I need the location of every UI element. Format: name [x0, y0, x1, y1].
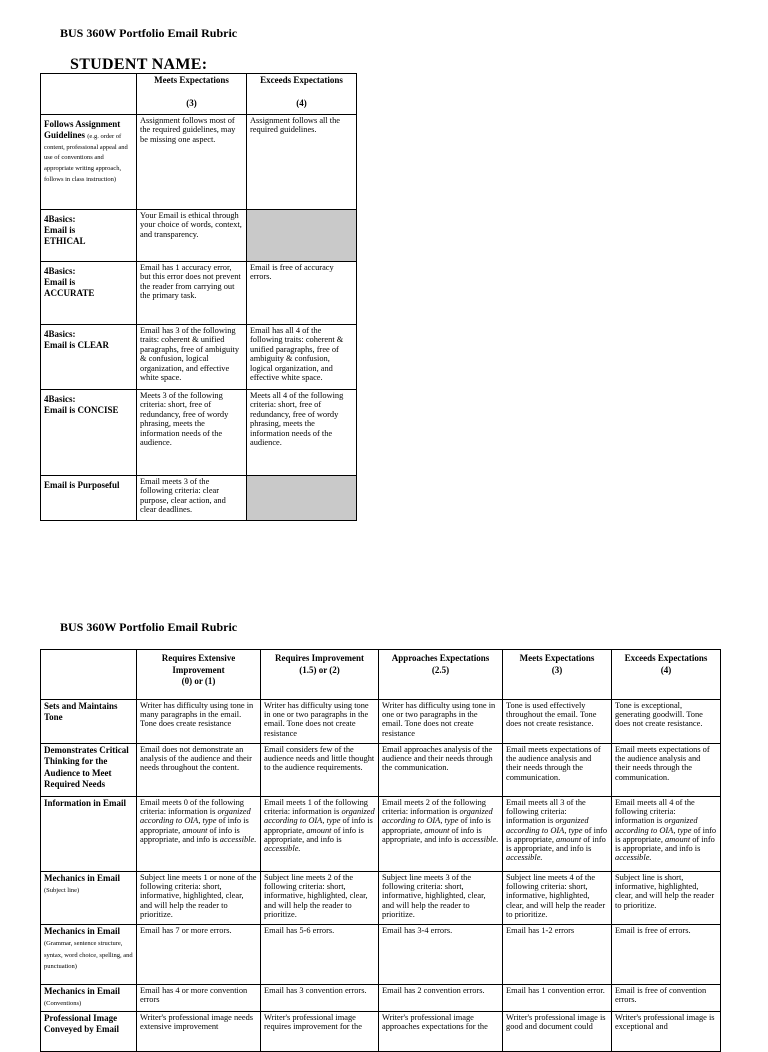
criterion-cell: Email is Purposeful [41, 476, 137, 521]
criterion-cell: 4Basics: Email is ETHICAL [41, 210, 137, 262]
rubric-cell: Subject line meets 4 of the following criteria: short, informative, highlighted, clear, and will help the reader to prioritize. [503, 872, 612, 925]
rubric2-col-header: Requires Improvement (1.5) or (2) [261, 650, 379, 700]
rubric1-header-row [41, 74, 357, 115]
rubric-cell: Email is free of convention errors. [612, 985, 721, 1012]
exceeds-cell-shaded [247, 476, 357, 521]
exceeds-cell: Email is free of accuracy errors. [247, 262, 357, 325]
rubric-cell: Email has 3-4 errors. [379, 925, 503, 985]
criterion-cell: Professional Image Conveyed by Email [41, 1012, 137, 1052]
table-row [41, 925, 721, 985]
rubric-cell: Writer has difficulty using tone in one or two paragraphs in the email. Tone does not create resistance [261, 700, 379, 744]
rubric2-header-row [41, 650, 721, 700]
table-row [41, 210, 357, 262]
rubric-cell: Tone is used effectively throughout the email. Tone does not create resistance. [503, 700, 612, 744]
rubric-cell: Email has 4 or more convention errors [137, 985, 261, 1012]
rubric-cell: Email is free of errors. [612, 925, 721, 985]
rubric1-table [40, 73, 357, 521]
exceeds-cell: Assignment follows all the required guidelines. [247, 115, 357, 210]
table-row [41, 872, 721, 925]
rubric2-col-header: Requires Extensive Improvement (0) or (1) [137, 650, 261, 700]
table-row [41, 262, 357, 325]
meets-cell: Your Email is ethical through your choice of words, context, and transparency. [137, 210, 247, 262]
rubric-cell: Subject line is short, informative, highlighted, clear, and will help the reader to prioritize. [612, 872, 721, 925]
rubric-cell: Writer's professional image is good and document could [503, 1012, 612, 1052]
criterion-cell: Information in Email [41, 797, 137, 872]
criterion-cell: Follows Assignment Guidelines (e.g. order of content, professional appeal and use of conventions and appropriate writing approach, follows in class instruction) [41, 115, 137, 210]
rubric-cell: Subject line meets 1 or none of the following criteria: short, informative, highlighted, clear, and will help the reader to prioritize. [137, 872, 261, 925]
table-row [41, 1012, 721, 1052]
rubric-cell: Email does not demonstrate an analysis of the audience and their needs throughout the content. [137, 744, 261, 797]
rubric-cell: Email meets expectations of the audience analysis and their needs through the communication. [612, 744, 721, 797]
rubric-cell: Email has 7 or more errors. [137, 925, 261, 985]
rubric-cell: Writer's professional image requires improvement for the [261, 1012, 379, 1052]
rubric-cell: Email meets all 4 of the following criteria: information is organized according to OIA, type of info is appropriate, amount of info is appropriate, and info is accessible. [612, 797, 721, 872]
student-name-label: STUDENT NAME: [70, 56, 208, 73]
table-row [41, 797, 721, 872]
meets-cell: Meets 3 of the following criteria: short, free of redundancy, free of wordy phrasing, meets the information needs of the audience. [137, 390, 247, 476]
rubric-cell: Email considers few of the audience needs and little thought to the audience requirements. [261, 744, 379, 797]
rubric2-col-header: Exceeds Expectations (4) [612, 650, 721, 700]
meets-cell: Email has 1 accuracy error, but this error does not prevent the reader from carrying out the primary task. [137, 262, 247, 325]
rubric-cell: Email has 2 convention errors. [379, 985, 503, 1012]
rubric-cell: Writer has difficulty using tone in many paragraphs in the email. Tone does create resistance [137, 700, 261, 744]
rubric2-corner-cell [41, 650, 137, 700]
rubric2-col-header: Meets Expectations (3) [503, 650, 612, 700]
criterion-cell: Sets and Maintains Tone [41, 700, 137, 744]
meets-cell: Email meets 3 of the following criteria: clear purpose, clear action, and clear deadlines. [137, 476, 247, 521]
rubric-cell: Email meets 2 of the following criteria: information is organized according to OIA, type of info is appropriate, amount of info is appropriate, and info is accessible. [379, 797, 503, 872]
exceeds-cell: Email has all 4 of the following traits: coherent & unified paragraphs, free of ambiguity & confusion, logical organization, and effective white space. [247, 325, 357, 390]
rubric-cell: Writer's professional image needs extensive improvement [137, 1012, 261, 1052]
rubric-cell: Writer has difficulty using tone in one or two paragraphs in the email. Tone does not create resistance [379, 700, 503, 744]
rubric-cell: Subject line meets 3 of the following criteria: short, informative, highlighted, clear, and will help the reader to prioritize. [379, 872, 503, 925]
table-row [41, 115, 357, 210]
meets-cell: Email has 3 of the following traits: coherent & unified paragraphs, free of ambiguity & confusion, logical organization, and effective white space. [137, 325, 247, 390]
rubric-cell: Writer's professional image is exceptional and [612, 1012, 721, 1052]
rubric1-corner-cell [41, 74, 137, 115]
rubric-cell: Email has 1-2 errors [503, 925, 612, 985]
rubric-cell: Email meets expectations of the audience analysis and their needs through the communication. [503, 744, 612, 797]
meets-cell: Assignment follows most of the required guidelines, may be missing one aspect. [137, 115, 247, 210]
rubric1-col-meets: Meets Expectations (3) [137, 74, 247, 115]
criterion-cell: 4Basics: Email is CONCISE [41, 390, 137, 476]
table-row [41, 325, 357, 390]
table-row [41, 700, 721, 744]
rubric-cell: Email approaches analysis of the audience and their needs through the communication. [379, 744, 503, 797]
criterion-cell: 4Basics: Email is CLEAR [41, 325, 137, 390]
rubric-cell: Writer's professional image approaches expectations for the [379, 1012, 503, 1052]
rubric2-title: BUS 360W Portfolio Email Rubric [60, 620, 238, 634]
criterion-cell: Mechanics in Email (Subject line) [41, 872, 137, 925]
rubric-cell: Email has 5-6 errors. [261, 925, 379, 985]
table-row [41, 985, 721, 1012]
rubric2-col-header: Approaches Expectations (2.5) [379, 650, 503, 700]
criterion-cell: 4Basics: Email is ACCURATE [41, 262, 137, 325]
rubric1-title: BUS 360W Portfolio Email Rubric [60, 26, 238, 40]
rubric-cell: Email meets 0 of the following criteria: information is organized according to OIA, type of info is appropriate, amount of info is appropriate, and info is accessible. [137, 797, 261, 872]
rubric-cell: Email meets 1 of the following criteria: information is organized according to OIA, type of info is appropriate, amount of info is appropriate, and info is accessible. [261, 797, 379, 872]
table-row [41, 476, 357, 521]
exceeds-cell: Meets all 4 of the following criteria: short, free of redundancy, free of wordy phrasing, meets the information needs of the audience. [247, 390, 357, 476]
rubric-cell: Email meets all 3 of the following criteria: information is organized according to OIA, type of info is appropriate, amount of info is appropriate, and info is accessible. [503, 797, 612, 872]
exceeds-cell-shaded [247, 210, 357, 262]
rubric-cell: Tone is exceptional, generating goodwill. Tone does not create resistance. [612, 700, 721, 744]
rubric2-table [40, 649, 721, 1052]
rubric-cell: Subject line meets 2 of the following criteria: short, informative, highlighted, clear, and will help the reader to prioritize. [261, 872, 379, 925]
rubric1-col-exceeds: Exceeds Expectations (4) [247, 74, 357, 115]
criterion-cell: Demonstrates Critical Thinking for the Audience to Meet Required Needs [41, 744, 137, 797]
table-row [41, 390, 357, 476]
table-row [41, 744, 721, 797]
criterion-cell: Mechanics in Email (Conventions) [41, 985, 137, 1012]
rubric-cell: Email has 1 convention error. [503, 985, 612, 1012]
rubric-cell: Email has 3 convention errors. [261, 985, 379, 1012]
criterion-cell: Mechanics in Email (Grammar, sentence structure, syntax, word choice, spelling, and punctuation) [41, 925, 137, 985]
